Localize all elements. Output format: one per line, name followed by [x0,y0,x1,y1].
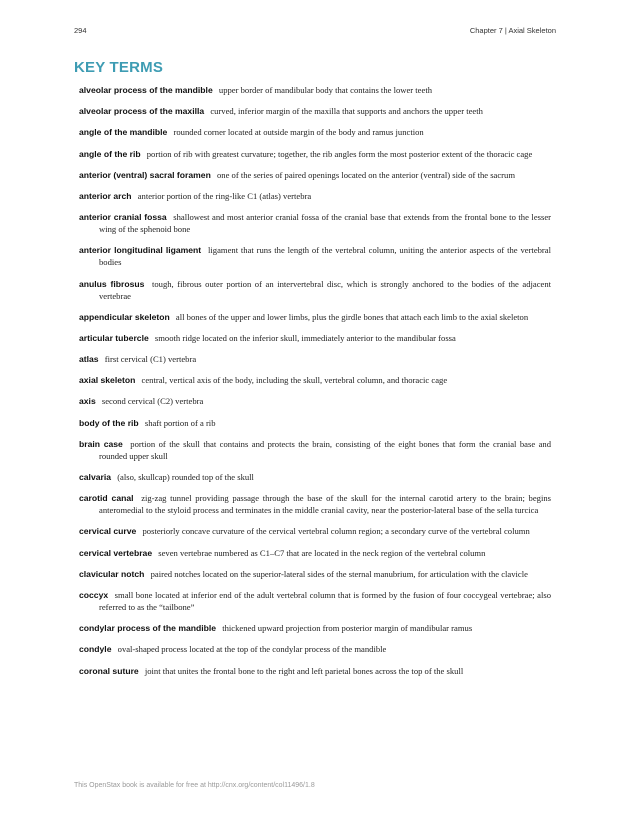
term-definition: anterior portion of the ring-like C1 (atlas) vertebra [137,190,312,201]
key-terms-list [79,84,551,686]
term-name: body of the rib [79,417,139,428]
term-name: appendicular skeleton [79,311,170,322]
glossary-entry [79,374,551,386]
term-name: cervical curve [79,526,137,537]
term-name: coronal suture [79,665,139,676]
term-name: condylar process of the mandible [79,623,217,634]
term-definition: one of the series of paired openings located on the anterior (ventral) side of the sacrum [216,169,516,180]
term-name: alveolar process of the mandible [79,85,213,95]
term-name: articular tubercle [79,332,149,343]
glossary-entry [79,395,551,407]
glossary-entry [79,211,551,235]
chapter-header: Chapter 7 | Axial Skeleton [469,26,556,35]
term-definition: all bones of the upper and lower limbs, plus the girdle bones that attach each limb to the axial skeleton [175,311,529,322]
term-name: anulus fibrosus [79,278,145,289]
term-definition: shallowest and most anterior cranial fossa of the cranial base that extends from the frontal bone to the lesser wing of the sphenoid bone [99,212,552,235]
term-definition: thickened upward projection from posterior margin of mandibular ramus [222,623,473,634]
term-definition: central, vertical axis of the body, including the skull, vertebral column, and thoracic cage [141,375,448,386]
term-definition: portion of rib with greatest curvature; together, the rib angles form the most posterior extent of the thoracic cage [146,148,533,159]
term-name: brain case [79,438,123,449]
term-name: cervical vertebrae [79,547,153,558]
term-definition: seven vertebrae numbered as C1–C7 that are located in the neck region of the vertebral column [158,547,486,558]
glossary-entry [79,148,551,160]
glossary-entry [79,353,551,365]
glossary-entry [79,589,551,613]
term-definition: portion of the skull that contains and protects the brain, consisting of the eight bones that form the cranial base and rounded upper skull [99,438,551,461]
term-name: coccyx [79,589,109,600]
term-name: clavicular notch [79,568,145,579]
term-definition: zig-zag tunnel providing passage through the base of the skull for the internal carotid artery to the brain; begins anteromedial to the styloid process and terminates in the middle cranial cavity, near the posterior-lateral base of the sella turcica [99,493,551,516]
glossary-entry [79,332,551,344]
term-name: condyle [79,644,112,655]
term-name: carotid canal [79,493,134,504]
term-definition: curved, inferior margin of the maxilla that supports and anchors the upper teeth [210,106,483,117]
glossary-entry [79,492,551,516]
section-title: KEY TERMS [74,59,164,76]
glossary-entry [79,643,551,655]
term-name: anterior arch [79,190,132,201]
term-name: alveolar process of the maxilla [79,106,205,117]
glossary-entry [79,169,551,181]
term-name: angle of the mandible [79,127,168,138]
term-definition: second cervical (C2) vertebra [101,396,204,407]
glossary-entry [79,126,551,138]
page-number: 294 [74,26,87,35]
glossary-entry [79,568,551,580]
glossary-entry [79,190,551,202]
term-definition: paired notches located on the superior-lateral sides of the sternal manubrium, for articulation with the clavicle [150,568,528,579]
term-definition: rounded corner located at outside margin of the body and ramus junction [173,127,424,138]
glossary-entry [79,244,551,268]
term-name: angle of the rib [79,148,141,159]
term-definition: first cervical (C1) vertebra [104,354,197,365]
glossary-entry [79,665,551,677]
glossary-entry [79,105,551,117]
glossary-entry [79,84,551,96]
term-definition: shaft portion of a rib [144,417,216,428]
glossary-entry [79,547,551,559]
term-definition: posteriorly concave curvature of the cervical vertebral column region; a secondary curve of the vertebral column [142,526,530,537]
term-definition: oval-shaped process located at the top of the condylar process of the mandible [117,644,387,655]
glossary-entry [79,525,551,537]
term-name: atlas [79,354,99,365]
term-definition: ligament that runs the length of the vertebral column, uniting the anterior aspects of the vertebral bodies [99,245,551,268]
glossary-entry [79,417,551,429]
glossary-entry [79,438,551,462]
glossary-entry [79,311,551,323]
term-definition: tough, fibrous outer portion of an intervertebral disc, which is strongly anchored to the bodies of the adjacent vertebrae [99,278,552,301]
footer-note: This OpenStax book is available for free at http://cnx.org/content/col11496/1.8 [74,782,315,789]
term-definition: joint that unites the frontal bone to the right and left parietal bones across the top of the skull [144,665,464,676]
term-definition: smooth ridge located on the inferior skull, immediately anterior to the mandibular fossa [154,332,456,343]
term-name: anterior cranial fossa [79,212,167,223]
glossary-entry [79,471,551,483]
term-name: axial skeleton [79,375,136,386]
term-definition: (also, skullcap) rounded top of the skull [117,472,254,482]
term-definition: upper border of mandibular body that contains the lower teeth [218,85,432,95]
glossary-entry [79,278,551,302]
term-name: anterior (ventral) sacral foramen [79,169,211,180]
glossary-entry [79,622,551,634]
term-definition: small bone located at inferior end of the adult vertebral column that is formed by the fusion of four coccygeal vertebrae; also referred to as the “tailbone” [99,589,551,612]
term-name: axis [79,396,96,407]
term-name: calvaria [79,472,112,482]
term-name: anterior longitudinal ligament [79,245,202,256]
